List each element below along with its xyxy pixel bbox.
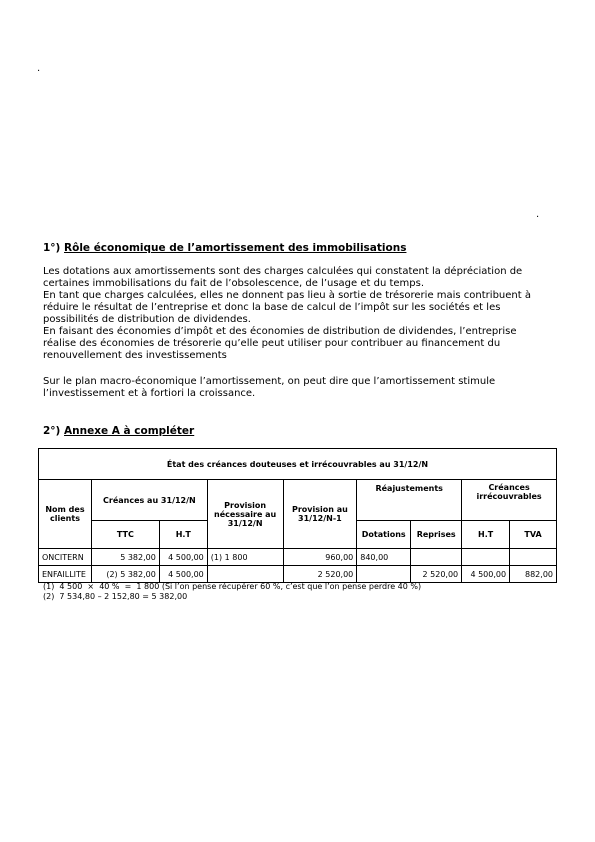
cell-irr-ht bbox=[462, 549, 510, 566]
cell-provision-necessaire bbox=[207, 566, 283, 583]
section-2-title: Annexe A à compléter bbox=[64, 425, 195, 437]
cell-provision-n1: 2 520,00 bbox=[283, 566, 357, 583]
cell-irr-ht: 4 500,00 bbox=[462, 566, 510, 583]
section-1-number: 1°) bbox=[43, 242, 61, 254]
cell-provision-necessaire: (1) 1 800 bbox=[207, 549, 283, 566]
table-row bbox=[39, 549, 557, 566]
header-irrecouvrables: Créances irrécouvrables bbox=[462, 480, 557, 521]
header-irr-tva: TVA bbox=[510, 521, 557, 549]
header-irr-ht: H.T bbox=[462, 521, 510, 549]
section-2-number: 2°) bbox=[43, 425, 61, 437]
cell-ht: 4 500,00 bbox=[159, 566, 207, 583]
header-provision-n1: Provision au 31/12/N-1 bbox=[283, 480, 357, 549]
cell-dotations: 840,00 bbox=[357, 549, 411, 566]
cell-client: ENFAILLITE bbox=[39, 566, 92, 583]
header-provision-necessaire: Provision nécessaire au 31/12/N bbox=[207, 480, 283, 549]
stray-dot: . bbox=[536, 209, 540, 220]
cell-ttc: 5 382,00 bbox=[91, 549, 159, 566]
annexe-a-table bbox=[38, 448, 557, 583]
cell-reprises bbox=[411, 549, 462, 566]
paragraph: En tant que charges calculées, elles ne donnent pas lieu à sortie de trésorerie mais contribuent à réduire le résultat de l’entreprise et donc la base de calcul de l’impôt sur les sociétés et les possibilités de distribution de dividendes. bbox=[43, 290, 531, 325]
cell-irr-tva: 882,00 bbox=[510, 566, 557, 583]
section-2-heading bbox=[43, 424, 194, 438]
cell-dotations bbox=[357, 566, 411, 583]
header-dotations: Dotations bbox=[357, 521, 411, 549]
section-1-heading bbox=[43, 241, 406, 255]
paragraph: En faisant des économies d’impôt et des économies de distribution de dividendes, l’entreprise réalise des économies de trésorerie qu’elle peut utiliser pour contribuer au financement du renouvellement des investissements bbox=[43, 326, 517, 361]
header-reprises: Reprises bbox=[411, 521, 462, 549]
header-reajustements: Réajustements bbox=[357, 480, 462, 521]
cell-provision-n1: 960,00 bbox=[283, 549, 357, 566]
cell-ht: 4 500,00 bbox=[159, 549, 207, 566]
table-row bbox=[39, 566, 557, 583]
header-ht: H.T bbox=[159, 521, 207, 549]
section-1-body bbox=[43, 266, 543, 362]
cell-reprises: 2 520,00 bbox=[411, 566, 462, 583]
footnote: (1) 4 500 × 40 % = 1 800 (Si l’on pense récupérer 60 %, c’est que l’on pense perdre 40 %) bbox=[43, 582, 422, 591]
section-1-conclusion bbox=[43, 376, 543, 400]
cell-irr-tva bbox=[510, 549, 557, 566]
paragraph: Les dotations aux amortissements sont des charges calculées qui constatent la dépréciation de certaines immobilisations du fait de l’obsolescence, de l’usage et du temps. bbox=[43, 266, 523, 289]
header-ttc: TTC bbox=[91, 521, 159, 549]
stray-dot: . bbox=[37, 63, 41, 74]
footnote: (2) 7 534,80 – 2 152,80 = 5 382,00 bbox=[43, 592, 188, 601]
cell-ttc: (2) 5 382,00 bbox=[91, 566, 159, 583]
section-1-title: Rôle économique de l’amortissement des immobilisations bbox=[64, 242, 407, 254]
table-title: État des créances douteuses et irrécouvrables au 31/12/N bbox=[39, 449, 557, 480]
header-client: Nom des clients bbox=[39, 480, 92, 549]
header-creances: Créances au 31/12/N bbox=[91, 480, 207, 521]
paragraph: Sur le plan macro-économique l’amortissement, on peut dire que l’amortissement stimule l’investissement et à fortiori la croissance. bbox=[43, 376, 496, 399]
footnotes bbox=[43, 582, 421, 602]
cell-client: ONCITERN bbox=[39, 549, 92, 566]
